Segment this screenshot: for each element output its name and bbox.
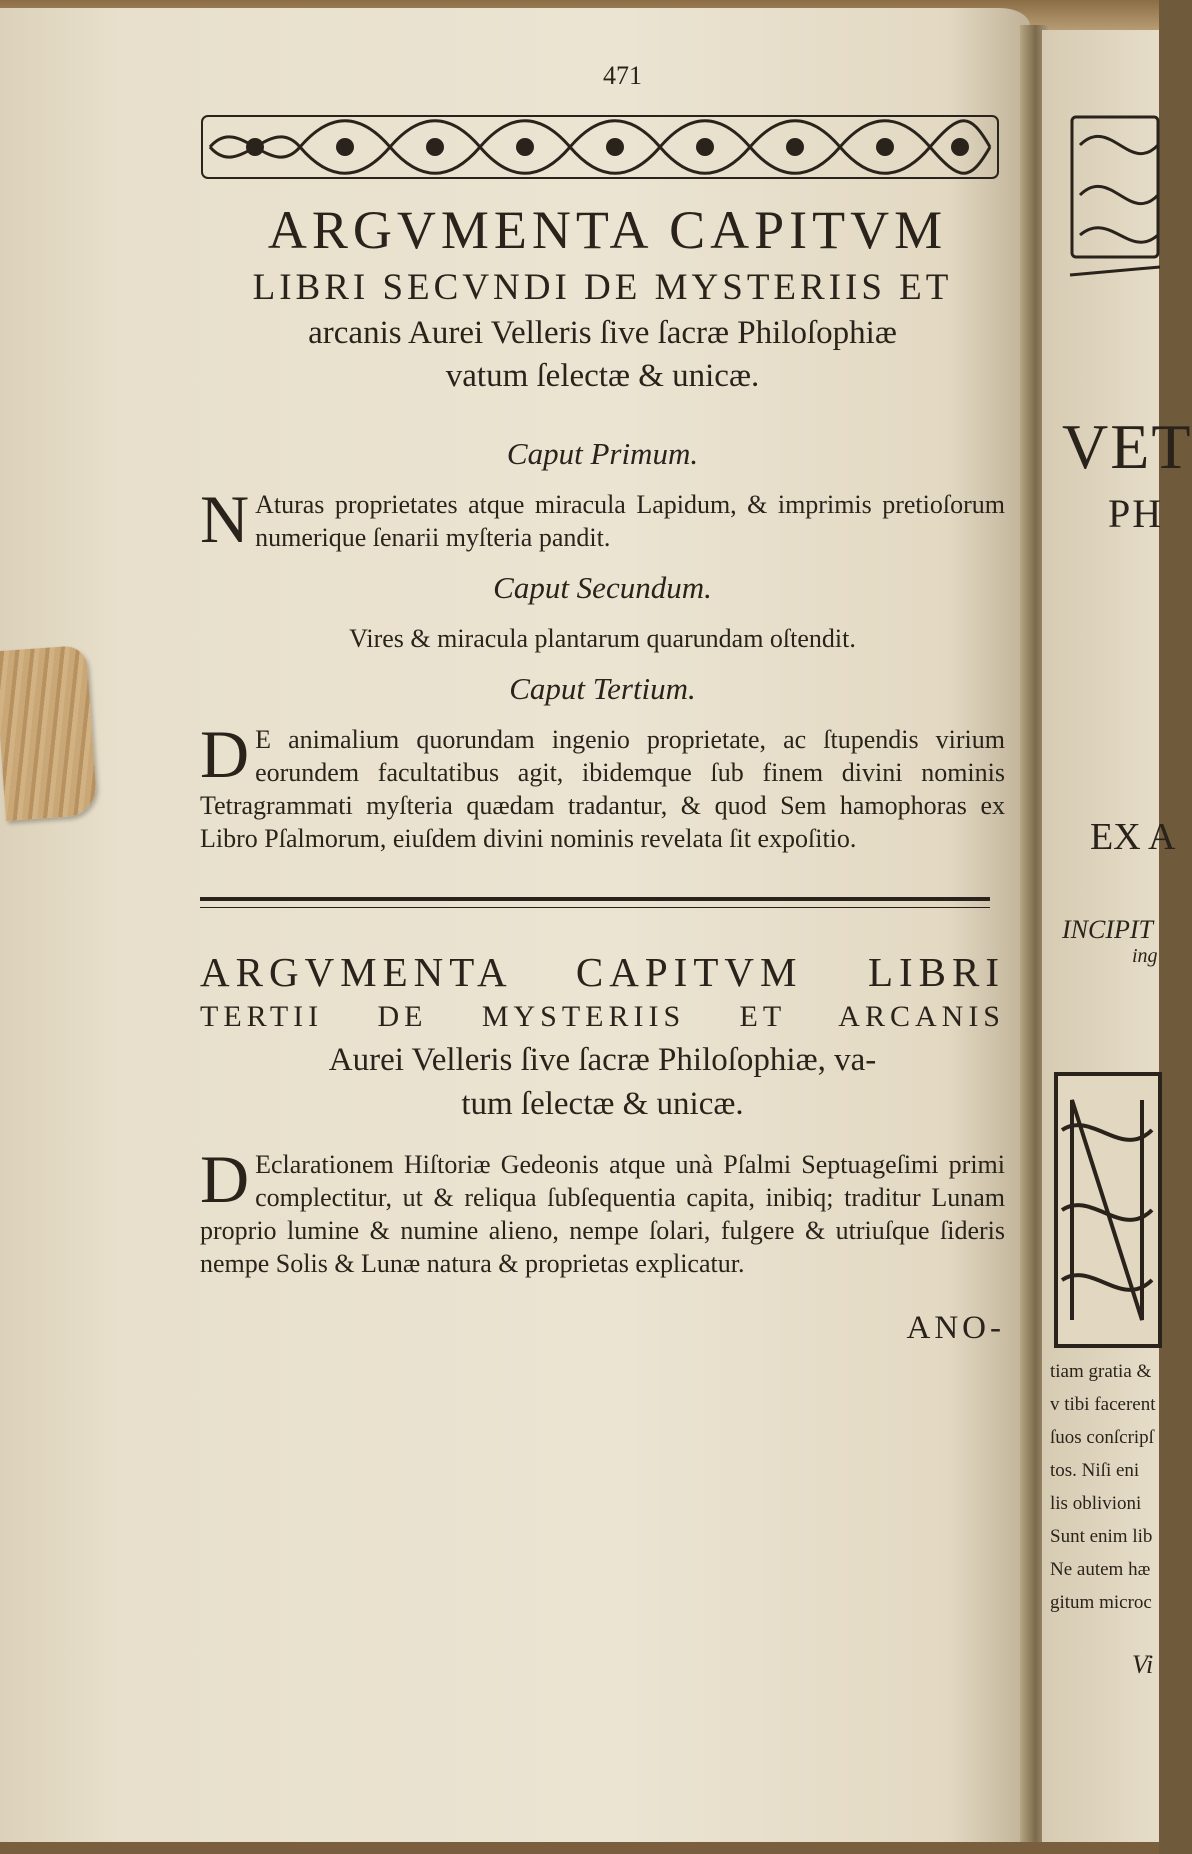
page-number: 471 [603, 61, 642, 90]
book3-summary-text: Eclarationem Hiſtoriæ Gedeonis atque unà Pſalmi Septuageſimi primi complectitur, ut & reliqua ſubſequentia capita, inibiq; traditur Lunam proprio lumine & numine alieno, nempe ſolari, fulgere & utriuſque ſideris nempe Solis & Lunæ natura & proprietas explicatur. [200, 1150, 1005, 1278]
facing-incipit-sub: ing [1132, 945, 1158, 967]
facing-text-line: tos. Niſi eni [1050, 1460, 1140, 1481]
chapter-summary-1 [200, 481, 1005, 557]
facing-footer: Vi [1132, 1650, 1154, 1679]
left-page [0, 8, 1030, 1842]
book2-title-sub: LIBRI SECVNDI DE MYSTERIIS ET [252, 267, 953, 308]
wooden-page-holder [0, 645, 98, 821]
facing-text-line: lis oblivioni [1050, 1493, 1142, 1514]
facing-page [1042, 30, 1192, 1854]
book-bottom-edge [0, 1842, 1159, 1854]
book2-title-line-2: vatum ſelectæ & unicæ. [445, 358, 760, 394]
chapter-heading-3: Caput Tertium. [509, 671, 696, 706]
chapter-summary-2 [200, 622, 1005, 655]
facing-ex-line: EX A [1090, 816, 1176, 858]
facing-text-line: v tibi facerent [1050, 1394, 1156, 1415]
catchword: ANO- [906, 1310, 1005, 1346]
facing-text-line: Ne autem hæ [1050, 1559, 1151, 1580]
book3-title-sub: TERTII DE MYSTERIIS ET ARCANIS [200, 1000, 1005, 1033]
section-divider-rule [200, 897, 990, 908]
ornamental-headpiece [200, 112, 1000, 182]
facing-text-line: Sunt enim lib [1050, 1526, 1153, 1547]
drop-cap-initial: D [200, 1141, 250, 1217]
book3-title-main: ARGVMENTA CAPITVM LIBRI [200, 949, 1005, 995]
drop-cap-initial: D [200, 716, 250, 792]
facing-incipit [1062, 915, 1158, 968]
book2-title-main: ARGVMENTA CAPITVM [267, 200, 948, 260]
book3-title-line-2: tum ſelectæ & unicæ. [461, 1086, 744, 1122]
book3-title-line-1: Aurei Velleris ſive ſacræ Philoſophiæ, va- [328, 1042, 877, 1078]
facing-text-line: tiam gratia & [1050, 1361, 1152, 1382]
chapter-summary-3-text: E animalium quorundam ingenio proprietate, ac ſtupendis virium eorundem facultatibus agit, ibidemque ſub finem divini nominis Tetragrammati myſteria quædam tradantur, & quod Sem hamophoras ex Libro Pſalmorum, eiuſdem divini nominis revelata ſit expoſitio. [200, 725, 1005, 853]
facing-heading-large: VET [1062, 411, 1192, 482]
facing-text-line: gitum microc [1050, 1592, 1152, 1613]
facing-incipit-text: INCIPIT [1062, 915, 1153, 944]
book2-title-line-1: arcanis Aurei Velleris ſive ſacræ Philoſophiæ [308, 315, 897, 351]
facing-heading-medium: PH [1108, 491, 1164, 536]
facing-text-line: ſuos conſcripſ [1050, 1427, 1154, 1448]
chapter-heading-2: Caput Secundum. [493, 570, 712, 605]
left-page-content [200, 58, 1005, 1347]
decorated-initial-icon [1052, 1070, 1162, 1350]
facing-ornament-icon [1070, 115, 1160, 285]
chapter-summary-1-text: Aturas proprietates atque miracula Lapidum, & imprimis pretioſorum numerique ſenarii myſteria pandit. [255, 490, 1005, 552]
headpiece-ornament-icon [200, 112, 1000, 182]
chapter-summary-3 [200, 716, 1005, 855]
chapter-heading-1: Caput Primum. [506, 436, 699, 471]
facing-text-lines [1050, 1355, 1156, 1619]
drop-cap-initial: N [200, 481, 250, 557]
chapter-summary-2-text: Vires & miracula plantarum quarundam oſtendit. [349, 624, 856, 653]
book3-summary [200, 1141, 1005, 1280]
